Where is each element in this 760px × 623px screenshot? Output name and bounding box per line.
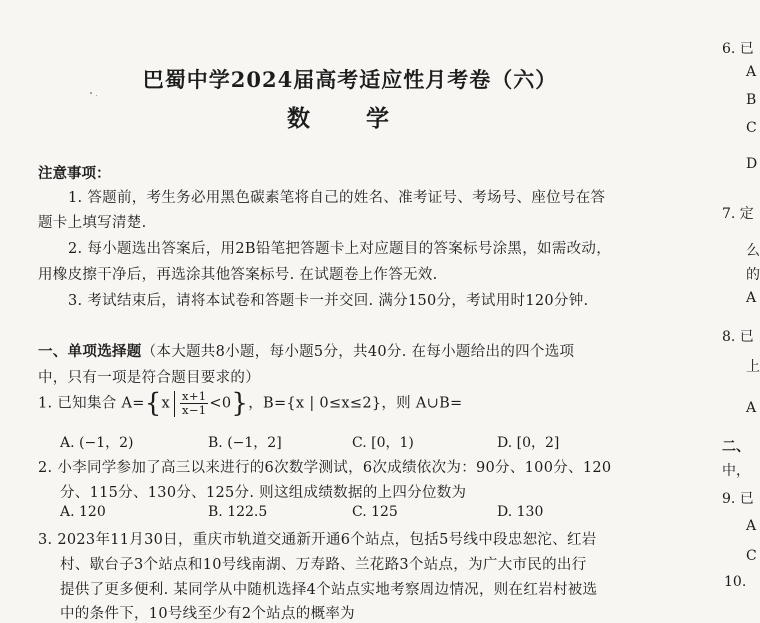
right-col-text: A — [746, 290, 757, 306]
right-col-text: A — [746, 64, 757, 80]
right-col-text: 9. 已 — [722, 491, 754, 507]
q2-option-a: A. 120 — [60, 504, 106, 520]
q1-prefix: 1. 已知集合 — [38, 395, 117, 412]
right-col-text: C — [746, 548, 757, 564]
right-col-text: A — [746, 518, 757, 534]
q1-fraction — [180, 390, 208, 417]
right-brace: } — [231, 388, 249, 419]
question-3-cont: 中的条件下，10号线至少有2个站点的概率为 — [60, 606, 355, 622]
fraction-numerator: x+1 — [182, 389, 207, 403]
q1-option-b: B. (−1，2] — [208, 435, 282, 451]
question-3-cont: 村、歇台子3个站点和10号线南湖、万寿路、兰花路3个站点，为广大市民的出行 — [60, 557, 587, 573]
right-col-text: 中， — [722, 463, 750, 479]
set-divider — [174, 391, 175, 417]
notice-line: 3. 考试结束后，请将本试卷和答题卡一并交回. 满分150分，考试用时120分钟. — [68, 293, 589, 309]
question-2-cont: 分、115分、130分、125分. 则这组成绩数据的上四分位数为 — [60, 485, 467, 501]
exam-subject: 数 学 — [286, 105, 413, 132]
scan-speck — [96, 95, 97, 96]
right-col-text: 二、 — [722, 439, 750, 455]
q1-option-c: C. [0，1) — [352, 435, 414, 451]
right-col-text: 8. 已 — [722, 329, 754, 345]
question-2: 2. 小李同学参加了高三以来进行的6次数学测试，6次成绩依次为：90分、100分、120 — [38, 460, 612, 476]
left-brace: { — [144, 388, 162, 419]
right-col-text: D — [746, 156, 758, 172]
notice-heading: 注意事项： — [38, 165, 111, 182]
q1-relation: <0 — [209, 395, 232, 412]
right-col-text: 10. — [724, 574, 747, 590]
question-3: 3. 2023年11月30日，重庆市轨道交通新开通6个站点，包括5号线中段忠恕沱、红岩 — [38, 532, 597, 548]
notice-line: 1. 答题前，考生务必用黑色碳素笔将自己的姓名、准考证号、考场号、座位号在答 — [68, 190, 606, 206]
right-col-text: A — [746, 400, 757, 416]
right-col-text: 的 — [746, 267, 760, 283]
q1-rest: ，B={x | 0≤x≤2}，则 A∪B= — [248, 395, 463, 412]
exam-title: 巴蜀中学2024届高考适应性月考卷（六） — [142, 67, 558, 92]
q1-option-d: D. [0，2] — [497, 435, 560, 451]
notice-line: 2. 每小题选出答案后，用2B铅笔把答题卡上对应题目的答案标号涂黑，如需改动， — [68, 241, 612, 257]
right-col-text: C — [746, 120, 757, 136]
right-col-text: 上 — [746, 359, 760, 375]
q2-option-d: D. 130 — [497, 504, 544, 520]
section1-heading: 一、单项选择题 — [38, 343, 142, 360]
question-3-cont: 提供了更多便利. 某同学从中随机选择4个站点实地考察周边情况，则在红岩村被选 — [60, 582, 598, 598]
right-col-text: B — [746, 92, 757, 108]
section1-desc: （本大题共8小题，每小题5分，共40分. 在每小题给出的四个选项 — [141, 344, 575, 360]
section1-intro — [38, 340, 574, 361]
q1-set-a-lhs: A= — [121, 395, 145, 412]
q2-option-b: B. 122.5 — [208, 504, 268, 520]
q2-option-c: C. 125 — [352, 504, 398, 520]
notice-line: 题卡上填写清楚. — [38, 215, 147, 231]
q1-option-a: A. (−1，2) — [60, 435, 134, 451]
fraction-denominator: x−1 — [182, 403, 207, 417]
right-col-text: 么 — [746, 243, 760, 259]
right-col-text: 7. 定 — [722, 206, 754, 222]
question-1 — [38, 390, 463, 417]
q1-set-var: x — [161, 395, 171, 412]
section1-desc-cont: 中，只有一项是符合题目要求的） — [38, 370, 260, 386]
notice-line: 用橡皮擦干净后，再选涂其他答案标号. 在试题卷上作答无效. — [38, 267, 438, 283]
right-col-text: 6. 已 — [722, 41, 754, 57]
